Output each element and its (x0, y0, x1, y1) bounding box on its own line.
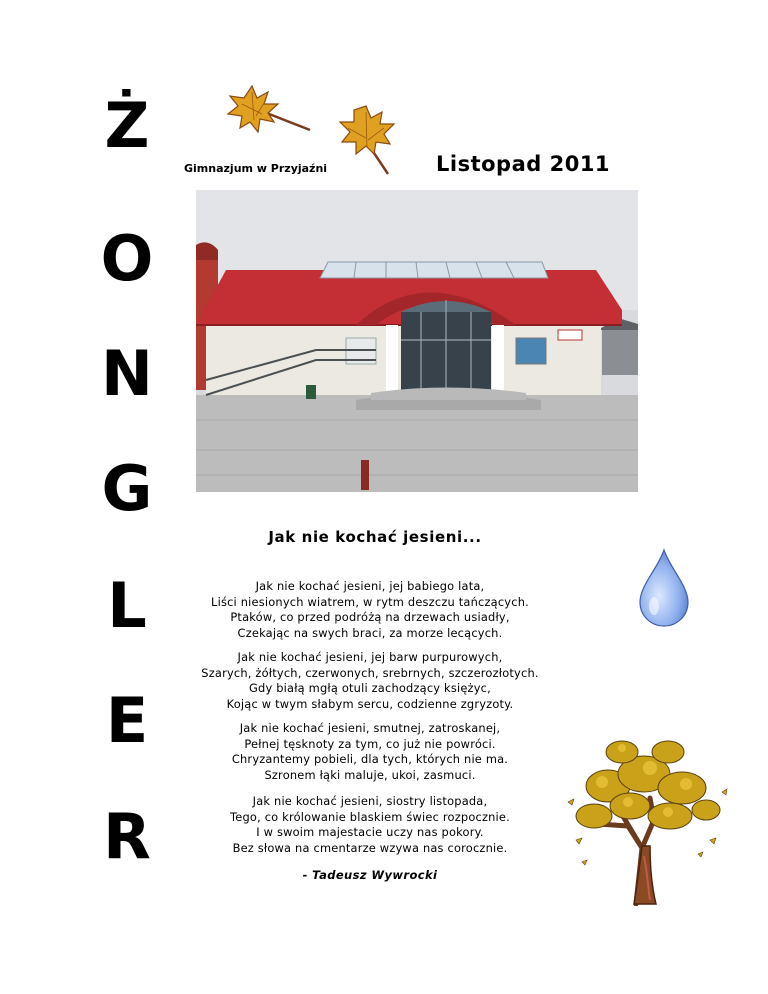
maple-leaf-icon (222, 82, 314, 144)
poem-line: Szronem łąki maluje, ukoi, zasmuci. (264, 767, 476, 782)
autumn-tree-icon (558, 728, 734, 906)
poem-stanza (170, 721, 570, 783)
school-name: Gimnazjum w Przyjaźni (184, 162, 328, 175)
poem-line: Czekając na swych braci, za morze lecących. (237, 625, 503, 640)
masthead-letter: R (103, 800, 151, 873)
poem-stanza (170, 650, 570, 712)
masthead-letter: G (101, 452, 153, 525)
poem-author: - Tadeusz Wywrocki (302, 868, 438, 882)
poem-stanza (170, 579, 570, 641)
masthead-letter: Ż (104, 89, 150, 162)
water-drop-icon (636, 548, 692, 628)
poem-line: Pełnej tęsknoty za tym, co już nie powróci. (244, 736, 496, 751)
masthead-letter: L (107, 569, 147, 642)
poem-line: Jak nie kochać jesieni, jej barw purpurowych, (237, 650, 503, 664)
poem-line: Jak nie kochać jesieni, jej babiego lata, (255, 579, 485, 593)
masthead-letter: E (105, 684, 149, 757)
poem-line: Bez słowa na cmentarze wzywa nas corocznie. (232, 840, 508, 855)
poem-line: I w swoim majestacie uczy nas pokory. (256, 825, 484, 839)
school-building-photo (196, 190, 638, 492)
poem-line: Jak nie kochać jesieni, siostry listopada, (252, 794, 488, 808)
poem-line: Tego, co królowanie blaskiem świec rozpocznie. (230, 809, 510, 824)
maple-leaf-icon (336, 104, 400, 176)
masthead-letter: O (100, 222, 154, 295)
issue-date: Listopad 2011 (436, 152, 611, 176)
poem-line: Chryzantemy pobieli, dla tych, których nie ma. (231, 752, 509, 766)
masthead-letter: N (101, 337, 153, 410)
poem-line: Liści niesionych wiatrem, w rytm deszczu tańczących. (211, 594, 529, 609)
poem-stanza (170, 794, 570, 856)
poem-line: Jak nie kochać jesieni, smutnej, zatroskanej, (239, 721, 501, 735)
poem-line: Kojąc w twym słabym sercu, codzienne zgryzoty. (226, 696, 514, 711)
poem-line: Szarych, żółtych, czerwonych, srebrnych, szczerozłotych. (201, 665, 539, 680)
poem-line: Gdy białą mgłą otuli zachodzący księżyc, (249, 681, 491, 695)
poem-title: Jak nie kochać jesieni... (268, 528, 482, 546)
poem-line: Ptaków, co przed podróżą na drzewach usiadły, (230, 610, 510, 624)
